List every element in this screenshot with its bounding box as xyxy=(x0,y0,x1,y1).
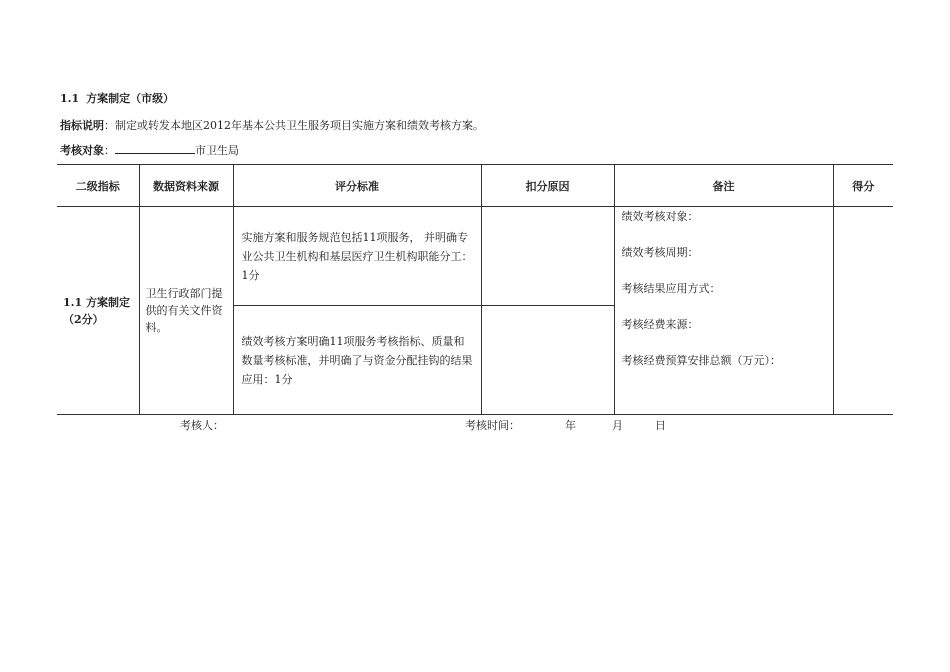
section-heading xyxy=(60,92,174,106)
header-criteria: 评分标准 xyxy=(233,165,481,207)
description-text: ：制定或转发本地区2012年基本公共卫生服务项目实施方案和绩效考核方案。 xyxy=(104,119,484,132)
header-score: 得分 xyxy=(833,165,893,207)
header-data-source: 数据资料来源 xyxy=(139,165,233,207)
indicator-cell xyxy=(57,207,139,415)
note-funding-source: 考核经费来源： xyxy=(621,318,699,331)
year-label: 年 xyxy=(565,419,576,432)
header-notes: 备注 xyxy=(614,165,833,207)
indicator-name: 1.1 方案制定 xyxy=(63,295,130,309)
note-assessment-object: 绩效考核对象： xyxy=(621,210,699,223)
section-title: 方案制定（市级） xyxy=(86,92,175,105)
deduction-reason-cell-1[interactable] xyxy=(481,207,614,306)
description-label: 指标说明 xyxy=(60,119,104,132)
target-blank-line xyxy=(115,143,195,154)
exam-time-label: 考核时间： xyxy=(465,419,520,432)
header-deduction-reason: 扣分原因 xyxy=(481,165,614,207)
note-result-application: 考核结果应用方式： xyxy=(621,282,721,295)
section-number: 1.1 xyxy=(60,92,80,105)
note-assessment-period: 绩效考核周期： xyxy=(621,246,699,259)
deduction-reason-cell-2[interactable] xyxy=(481,306,614,415)
examiner-label: 考核人： xyxy=(180,419,224,432)
header-indicator: 二级指标 xyxy=(57,165,139,207)
target-label: 考核对象 xyxy=(60,144,104,157)
table-row xyxy=(57,207,893,306)
criteria-cell-1: 实施方案和服务规范包括11项服务， 并明确专业公共卫生机构和基层医疗卫生机构职能分工：1分 xyxy=(233,207,481,306)
target-suffix: 市卫生局 xyxy=(195,144,239,157)
criteria-cell-2: 绩效考核方案明确11项服务考核指标、质量和数量考核标准，并明确了与资金分配挂钩的结果应用：1分 xyxy=(233,306,481,415)
target-colon: ： xyxy=(104,144,115,157)
table-header-row xyxy=(57,165,893,207)
notes-cell[interactable] xyxy=(614,207,833,415)
indicator-description xyxy=(60,119,484,133)
score-cell[interactable] xyxy=(833,207,893,415)
month-label: 月 xyxy=(612,419,623,432)
note-budget-total: 考核经费预算安排总额（万元）： xyxy=(621,354,781,367)
indicator-points: （2分） xyxy=(63,312,104,326)
assessment-table xyxy=(57,164,893,415)
data-source-cell: 卫生行政部门提供的有关文件资料。 xyxy=(139,207,233,415)
day-label: 日 xyxy=(655,419,666,432)
assessment-target xyxy=(60,143,239,158)
